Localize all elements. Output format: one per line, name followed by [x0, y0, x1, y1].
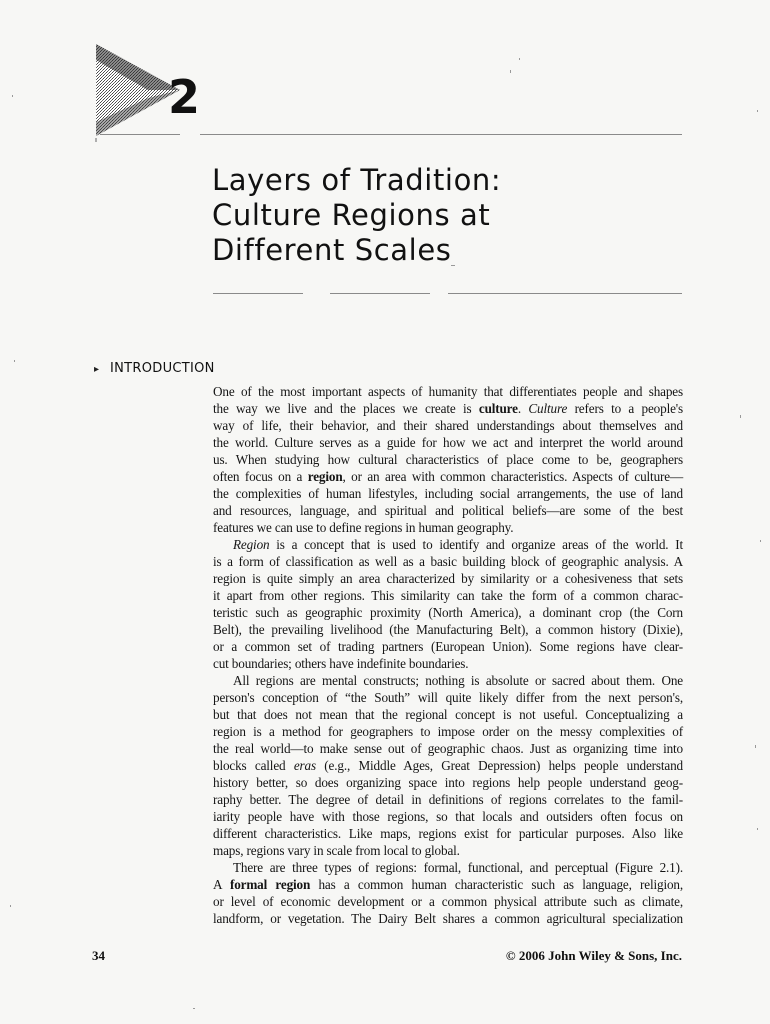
scan-speck: [14, 360, 15, 362]
body-line: All regions are mental constructs; nothing is absolute or sacred about them. One: [233, 673, 683, 688]
body-line: and resources, language, and spiritual and political beliefs—are some of the best: [213, 503, 683, 518]
body-line: Belt), the prevailing livelihood (the Manufacturing Belt), a common history (Dixie),: [213, 622, 683, 637]
body-line: region is quite simply an area characterized by similarity or a cohesiveness that sets: [213, 571, 683, 586]
body-line: features we can use to define regions in human geography.: [213, 520, 514, 535]
body-line: cut boundaries; others have indefinite boundaries.: [213, 656, 469, 671]
body-line: different characteristics. Like maps, regions exist for particular purposes. Also like: [213, 826, 683, 841]
body-line: the real world—to make sense out of geographic chaos. Just as organizing time into: [213, 741, 683, 756]
title-rule-a: [213, 293, 303, 294]
scan-speck: [519, 58, 520, 60]
body-line: the world. Culture serves as a guide for how we act and interpret the world around: [213, 435, 683, 450]
chapter-rule: [200, 134, 682, 135]
chapter-title-line-1: Layers of Tradition:: [212, 163, 502, 197]
body-line: the way we live and the places we create is culture. Culture refers to a people's: [213, 401, 683, 416]
term-culture: culture: [478, 401, 518, 416]
title-rule-c: [448, 293, 682, 294]
chapter-title-line-2: Culture Regions at: [212, 198, 491, 232]
body-line: the complexities of human lifestyles, including social arrangements, the use of land: [213, 486, 683, 501]
title-rule-b: [330, 293, 430, 294]
body-line: One of the most important aspects of humanity that differentiates people and shapes: [213, 384, 683, 399]
body-line: or level of economic development or a common physical attribute such as climate,: [213, 894, 683, 909]
scan-speck: [757, 828, 758, 830]
scan-speck: [451, 265, 455, 266]
body-line: Region is a concept that is used to identify and organize areas of the world. It: [233, 537, 683, 552]
scan-speck: [740, 415, 741, 418]
body-line: region is a method for geographers to impose order on the messy complexities of: [213, 724, 683, 739]
body-line: but that does not mean that the regional concept is not useful. Conceptualizing a: [213, 707, 683, 722]
body-line: person's conception of “the South” will quite likely differ from the next person's,: [213, 690, 683, 705]
section-heading: INTRODUCTION: [110, 361, 215, 376]
body-line: blocks called eras (e.g., Middle Ages, Great Depression) helps people understand: [213, 758, 683, 773]
section-marker-icon: ▸: [94, 364, 100, 375]
scan-speck: [193, 1008, 195, 1009]
body-line: it apart from other regions. This similarity can take the form of a common charac-: [213, 588, 683, 603]
term-formal-region: formal region: [229, 877, 311, 892]
body-line: history better, so does organizing space into regions help people understand geog-: [213, 775, 683, 790]
body-line: way of life, their behavior, and their shared understandings about themselves and: [213, 418, 683, 433]
chapter-title-line-3: Different Scales: [212, 233, 452, 267]
body-line: is a form of classification as well as a basic building block of geographic analysis. A: [213, 554, 683, 569]
scan-speck: [12, 95, 13, 97]
scan-speck: [10, 905, 11, 907]
body-line: us. When studying how cultural characteristics of place come to be, geographers: [213, 452, 683, 467]
scan-speck: [757, 110, 758, 112]
body-line: A formal region has a common human characteristic such as language, religion,: [213, 877, 684, 892]
scan-speck: [510, 70, 511, 73]
body-line: iarity people have with those regions, so that locals and outsiders often focus on: [213, 809, 683, 824]
body-line: teristic such as geographic proximity (North America), a dominant crop (the Corn: [213, 605, 683, 620]
body-line: landform, or vegetation. The Dairy Belt shares a common agricultural specialization: [213, 911, 683, 926]
body-line: often focus on a region, or an area with common characteristics. Aspects of culture—: [213, 469, 683, 484]
chapter-rule-short: [100, 134, 180, 135]
body-line: There are three types of regions: formal, functional, and perceptual (Figure 2.1).: [233, 860, 683, 875]
term-region: region: [307, 469, 343, 484]
body-line: raphy better. The degree of detail in definitions of regions correlates to the famil-: [213, 792, 683, 807]
scan-speck: [755, 745, 756, 748]
chapter-number: 2: [168, 70, 201, 124]
scan-speck: [760, 540, 761, 542]
page-number: 34: [92, 948, 105, 963]
body-line: maps, regions vary in scale from local to global.: [213, 843, 460, 858]
copyright-notice: © 2006 John Wiley & Sons, Inc.: [505, 948, 682, 963]
body-line: or a common set of trading partners (European Union). Some regions have clear-: [213, 639, 683, 654]
